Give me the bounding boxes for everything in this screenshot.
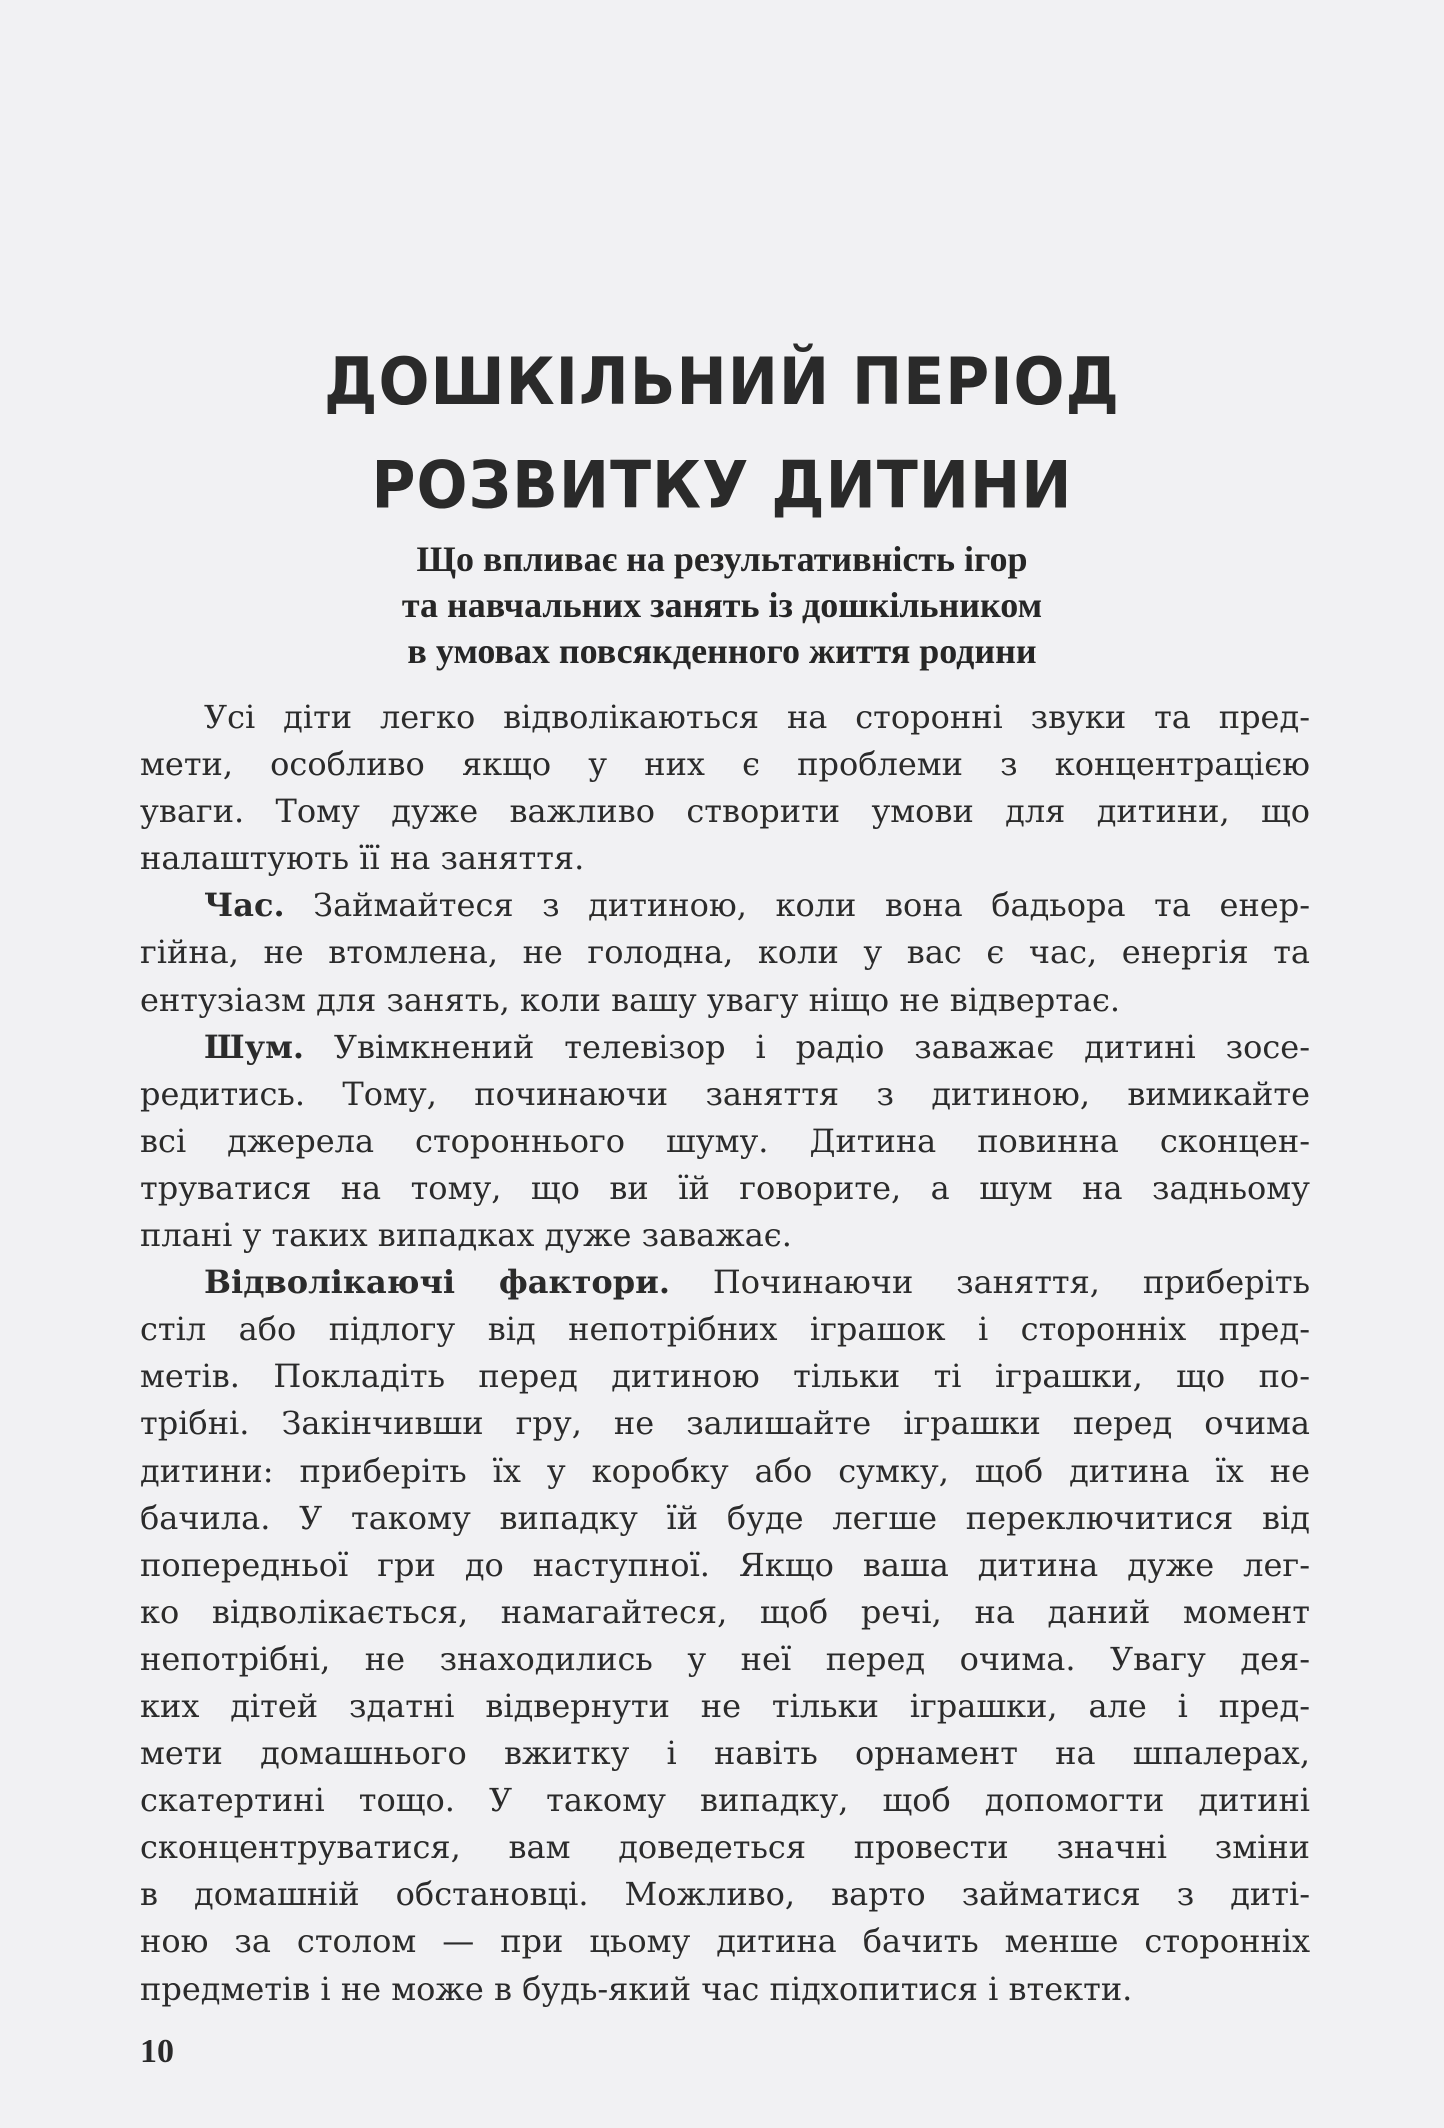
- text-line: Усі діти легко відволікаються на сторонні звуки та пред-: [204, 698, 1310, 736]
- chapter-title: [0, 330, 1444, 537]
- text-line: сконцентруватися, вам доведеться провести значні зміни: [140, 1828, 1310, 1867]
- text-line: всі джерела стороннього шуму. Дитина повинна сконцен-: [140, 1121, 1310, 1160]
- term-distractions: Відволікаючі фактори.: [204, 1263, 671, 1302]
- text-line: скатертині тощо. У такому випадку, щоб допомогти дитині: [140, 1781, 1310, 1820]
- section-heading: [0, 536, 1444, 674]
- text-line: плані у таких випадках дуже заважає.: [140, 1216, 792, 1255]
- text-line: [140, 882, 1310, 929]
- chapter-title-line-1: ДОШКІЛЬНИЙ ПЕРІОД: [324, 344, 1120, 420]
- text-line: труватися на тому, що ви їй говорите, а шум на задньому: [140, 1168, 1310, 1207]
- term-noise: Шум.: [204, 1027, 304, 1066]
- text-line: непотрібні, не знаходились у неї перед очима. Увагу дея-: [140, 1639, 1310, 1678]
- text-line: ентузіазм для занять, коли вашу увагу ніщо не відвертає.: [140, 980, 1121, 1019]
- text-fragment: Увімкнений телевізор і радіо заважає дитині зосе-: [304, 1027, 1310, 1066]
- text-fragment: Починаючи заняття, приберіть: [670, 1263, 1310, 1302]
- text-line: гійна, не втомлена, не голодна, коли у вас є час, енергія та: [140, 933, 1310, 972]
- section-heading-line-3: в умовах повсякденного життя родини: [407, 631, 1037, 671]
- text-line: редитись. Тому, починаючи заняття з дитиною, вимикайте: [140, 1074, 1310, 1113]
- text-line: уваги. Тому дуже важливо створити умови для дитини, що: [140, 792, 1310, 831]
- text-line: [140, 1024, 1310, 1071]
- chapter-title-line-2: РОЗВИТКУ ДИТИНИ: [371, 448, 1073, 524]
- page-number: 10: [140, 2033, 174, 2070]
- text-line: мети, особливо якщо у них є проблеми з концентрацією: [140, 745, 1310, 784]
- text-line: предметів і не може в будь-який час підхопитися і втекти.: [140, 1969, 1133, 2008]
- body-text: [140, 694, 1310, 2013]
- text-line: ною за столом — при цьому дитина бачить менше сторонніх: [140, 1922, 1310, 1961]
- text-fragment: Займайтеся з дитиною, коли вона бадьора та енер-: [284, 886, 1310, 925]
- text-line: налаштують її на заняття.: [140, 839, 585, 878]
- text-line: бачила. У такому випадку їй буде легше переключитися від: [140, 1498, 1310, 1537]
- text-line: мети домашнього вжитку і навіть орнамент на шпалерах,: [140, 1734, 1310, 1773]
- text-line: ких дітей здатні відвернути не тільки іграшки, але і пред-: [140, 1686, 1310, 1725]
- text-line: трібні. Закінчивши гру, не залишайте іграшки перед очима: [140, 1404, 1310, 1443]
- text-line: попередньої гри до наступної. Якщо ваша дитина дуже лег-: [140, 1545, 1310, 1584]
- text-line: дитини: приберіть їх у коробку або сумку, щоб дитина їх не: [140, 1451, 1310, 1490]
- term-time: Час.: [204, 886, 285, 925]
- text-line: в домашній обстановці. Можливо, варто займатися з диті-: [140, 1875, 1310, 1914]
- text-line: метів. Покладіть перед дитиною тільки ті іграшки, що по-: [140, 1357, 1310, 1396]
- text-line: [140, 1259, 1310, 1306]
- text-line: стіл або підлогу від непотрібних іграшок і сторонніх пред-: [140, 1310, 1310, 1349]
- section-heading-line-2: та навчальних занять із дошкільником: [401, 585, 1043, 625]
- section-heading-line-1: Що впливає на результативність ігор: [416, 539, 1028, 579]
- text-line: ко відволікається, намагайтеся, щоб речі, на даний момент: [140, 1592, 1310, 1631]
